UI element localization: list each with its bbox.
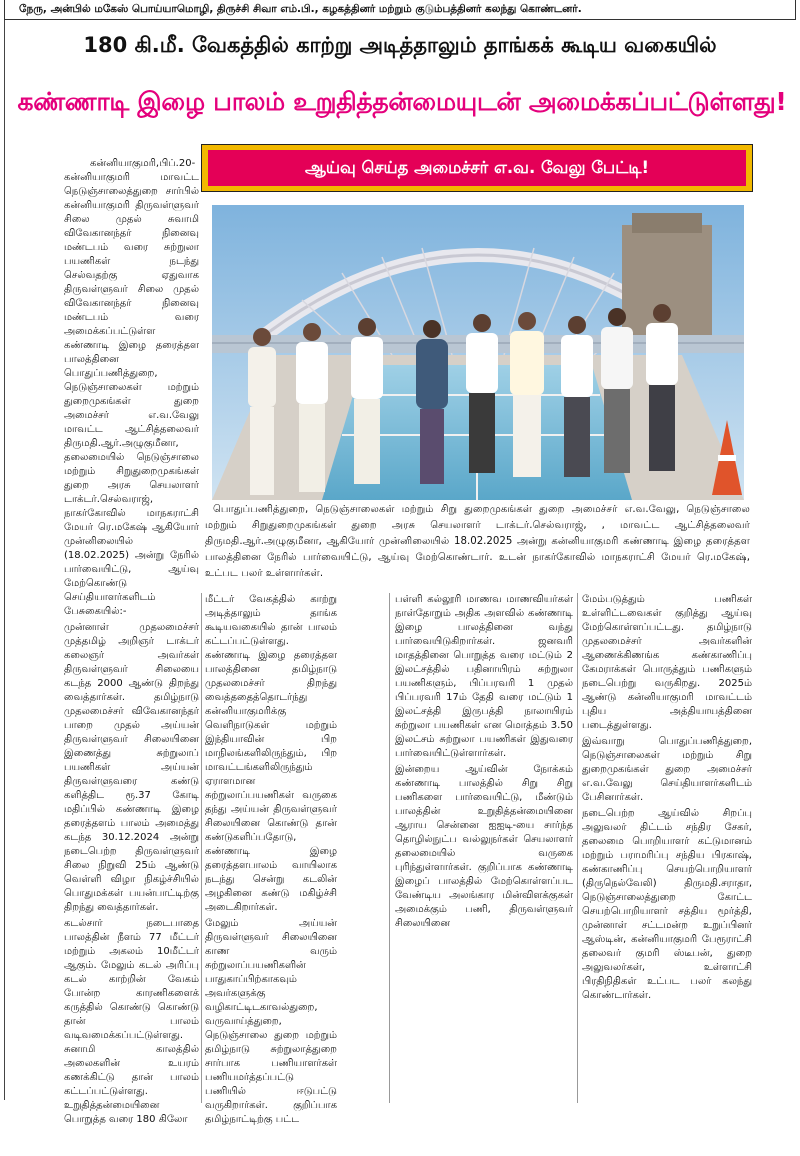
caption-text: பொதுப்பணித்துறை, நெடுஞ்சாலைகள் மற்றும் சிறு துறைமுகங்கள் துறை அமைச்சர் எ.வ.வேலு, நெடுஞ்சாலை மற்றும் சிறுதுறைமுகங்கள் துறை அரசு செயலாளர் டாக்டர்.செல்வராஜ், , மாவட்ட ஆட்சித்தலைவர் திருமதி.ஆர்.அழுகுமீனா, ஆகியோர் முன்னிலையில் 18.02.2025 அன்று கன்னியாகுமரி கண்ணாடி இழை தரைத்தள பாலத்தினை நேரில் பார்வையிட்டு, ஆய்வு மேற்கொண்டார். உடன் நாகர்கோவில் மாநகராட்சி மேயர் ரெ.மகேஷ், உட்பட பலர் உள்ளார்கள். xyxy=(205,504,750,579)
article-column-1 xyxy=(64,157,199,1125)
article-column-2 xyxy=(205,593,337,1125)
paragraph: இன்றைய ஆய்வின் நோக்கம் கண்ணாடி பாலத்தில் சிறு சிறு பணிகளை பார்வையிட்டு, மீண்டும் பாலத்தின் உறுதித்தன்மையினை ஆராய சென்னை ஐஐடி-யை சார்ந்த தொழில்நுட்ப வல்லுநர்கள் செயலாளர் தலைமையில் வருகை புரிந்துள்ளார்கள். குறிப்பாக கண்ணாடி இழைப் பாலத்தில் மேற்கொள்ளப்பட வேண்டிய அலங்கார மின்விளக்குகள் அமைக்கும் பணி, திருவள்ளுவர் சிலையினை xyxy=(395,764,573,929)
article-column-4 xyxy=(582,593,752,1108)
overline: 180 கி.மீ. வேகத்தில் காற்று அடித்தாலும் தாங்கக் கூடிய வகையில் xyxy=(83,33,717,57)
news-photo xyxy=(212,205,744,500)
paragraph: முன்னாள் முதலமைச்சர் முத்தமிழ் அறிஞர் டாக்டர் கலைஞர் அவர்கள் திருவள்ளுவர் சிலையை கடந்த 2000 ஆண்டு திறந்து வைத்தார்கள். தமிழ்நாடு முதலமைச்சர் விவேகானந்தர் பாறை முதல் அய்யன் திருவள்ளுவர் சிலையினை இணைத்து சுற்றுலாப் பயணிகள் அய்யன் திருவள்ளுவரை கண்டு களித்திட ரூ.37 கோடி மதிப்பில் கண்ணாடி இழை தரைத்தளம் பாலம் அமைத்து கடந்த 30.12.2024 அன்று நடைபெற்ற திருவள்ளுவர் சிலை நிறுவி 25ம் ஆண்டு வெள்ளி விழா நிகழ்ச்சியில் பொதுமக்கள் பயன்பாட்டிற்கு திறந்து வைத்தார்கள். xyxy=(64,622,199,913)
paragraph: மேலும் அய்யன் திருவள்ளுவர் சிலையினை காண வரும் சுற்றுலாப்பயணிகளின் பாதுகாப்பிற்காகவும் அவர்களுக்கு வழிகாட்டிடகாவல்துறை, வருவாய்த்துறை, நெடுஞ்சாலை துறை மற்றும் தமிழ்நாடு சுற்றுலாத்துறை சார்பாக பணியாளர்கள் பணியமர்த்தப்பட்டு பணியில் ஈடுபட்டு வருகிறார்கள். குறிப்பாக தமிழ்நாட்டிற்கு பட்ட xyxy=(205,918,337,1125)
photo-caption xyxy=(205,502,750,582)
column-rule xyxy=(577,593,578,1103)
paragraph: மேம்படுத்தும் பணிகள் உள்ளிட்டவைகள் குறித்து ஆய்வு மேற்கொள்ளப்பட்டது. தமிழ்நாடு முதலமைச்சர் அவர்களின் ஆணைக்கிணங்க கண்காணிப்பு கேமராக்கள் பொருத்தும் பணிகளும் நடைபெற்று வருகிறது. 2025ம் ஆண்டு கன்னியாகுமரி மாவட்டம் புதிய அத்தியாயத்தினை படைத்துள்ளது. xyxy=(582,594,752,731)
bridge-inspection-photo xyxy=(212,205,744,500)
article-column-3 xyxy=(395,593,573,1108)
paragraph: மீட்டர் வேகத்தில் காற்று அடித்தாலும் தாங்க கூடியவகையில் தான் பாலம் கட்டப்பட்டுள்ளது. கண்ணாடி இழை தரைத்தள பாலத்தினை தமிழ்நாடு முதலமைச்சர் திறந்து வைத்ததைத்தொடர்ந்து கன்னியாகுமரிக்கு வெளிநாடுகள் மற்றும் இந்தியாவின் பிற மாநிலங்களிலிருந்தும், பிற மாவட்டங்களிலிருந்தும் ஏராளமான சுற்றுலாப்பயணிகள் வருகை தந்து அய்யன் திருவள்ளுவர் சிலையினை கொண்டு தான் கண்டுகளிப்பதோடு, கண்ணாடி இழை தரைத்தளபாலம் வாயிலாக நடந்து சென்று கடலின் அழகினை கண்டு மகிழ்ச்சி அடைகிறார்கள். xyxy=(205,594,337,913)
paragraph: கன்னியாகுமரி,பிப்.20- கன்னியாகுமரி மாவட்ட நெடுஞ்சாலைத்துறை சார்பில் கன்னியாகுமரி திருவள்ளுவர் சிலை முதல் சுவாமி விவேகானந்தர் நினைவு மண்டபம் வரை சுற்றுலா பயணிகள் நடந்து செல்வதற்கு ஏதுவாக திருவள்ளுவர் சிலை முதல் விவேகானந்தர் நினைவு மண்டபம் வரை அமைக்கப்பட்டுள்ள கண்ணாடி இழை தரைத்தள பாலத்தினை பொதுப்பணித்துறை, நெடுஞ்சாலைகள் மற்றும் துறைமுகங்கள் துறை அமைச்சர் எ.வ.வேலு மாவட்ட ஆட்சித்தலைவர் திருமதி.ஆர்.அழுகுமீனா, தலைமையில் நெடுஞ்சாலை மற்றும் சிறுதுறைமுகங்கள் துறை அரசு செயலாளர் டாக்டர்.செல்வராஜ், நாகர்கோவில் மாநகராட்சி மேயர் ரெ.மகேஷ் ஆகியோர் முன்னிலையில் (18.02.2025) அன்று நேரில் பார்வையிட்டு, ஆய்வு மேற்கொண்டு செய்தியாளர்களிடம் பேசுகையில்:- xyxy=(64,158,199,617)
paragraph: இவ்வாறு பொதுப்பணித்துறை, நெடுஞ்சாலைகள் மற்றும் சிறு துறைமுகங்கள் துறை அமைச்சர் எ.வ.வேலு செய்தியாளர்களிடம் பேசினார்கள். xyxy=(582,736,752,803)
subheadline: ஆய்வு செய்த அமைச்சர் எ.வ. வேலு பேட்டி! xyxy=(208,150,746,186)
left-border-rule xyxy=(4,20,5,1100)
paragraph: நடைபெற்ற ஆய்வில் சிறப்பு அலுவலர் திட்டம் சந்திர சேகர், தலைமை பொறியாளர் கட்டுமானம் மற்றும் பராமரிப்பு சந்திய பிரகாஷ், கண்காணிப்பு செயற்பொறியாளர் (திருநெல்வேலி) திருமதி.சராதா, நெடுஞ்சாலைத்துறை கோட்ட செயற்பொறியாளர் சத்திய மூர்த்தி, முன்னாள் சட்டமன்ற உறுப்பினர் ஆஸ்டின், கன்னியாகுமரி பேரூராட்சி தலைவர் குமரி ஸ்டீபன், துறை அலுவலர்கள், உள்ளாட்சி பிரதிநிதிகள் உட்பட பலர் கலந்து கொண்டார்கள். xyxy=(582,808,752,1001)
headline: கண்ணாடி இழை பாலம் உறுதித்தன்மையுடன் அமைக்கப்பட்டுள்ளது! xyxy=(17,87,787,116)
top-strip: நேரு, அன்பில் மகேஸ் பொய்யாமொழி, திருச்சி சிவா எம்.பி., கழகத்தினர் மற்றும் குடும்பத்தினர் கலந்து கொண்டனர். xyxy=(4,0,796,20)
column-rule xyxy=(201,593,202,1103)
paragraph: கடல்சார் நடைபாதை பாலத்தின் நீளம் 77 மீட்டர் மற்றும் அகலம் 10மீட்டர் ஆகும். மேலும் கடல் அரிப்பு கடல் காற்றின் வேகம் போன்ற காரணிகளைக் கருத்தில் கொண்டு கொண்டு தான் பாலம் வடிவமைக்கப்பட்டுள்ளது. சுனாமி காலத்தில் அலைகளின் உயரம் கணக்கிட்டு தான் பாலம் கட்டப்பட்டுள்ளது. உறுதித்தன்மையினை பொறுத்த வரை 180 கிலோ xyxy=(64,918,199,1125)
column-rule xyxy=(389,593,390,1103)
paragraph: பள்ளி கல்லூரி மாணவ மாணவியர்கள் நாள்தோறும் அதிக அளவில் கண்ணாடி இழை பாலத்தினை வந்து பார்வையிடுகிறார்கள். ஜனவரி மாதத்தினை பொறுத்த வரை மட்டும் 2 இலட்சத்தில் பதினாயிரம் சுற்றுலா பயணிகளும், பிப்பரவரி 1 முதல் பிப்பரவரி 17ம் தேதி வரை மட்டும் 1 இலட்சத்தி இருபத்தி நாலாயிரம் சுற்றுலா பயணிகள் என மொத்தம் 3.50 இலட்சம் சுற்றுலா பயணிகள் இதுவரை பார்வையிட்டுள்ளார்கள். xyxy=(395,594,573,759)
subheadline-banner xyxy=(201,144,753,192)
